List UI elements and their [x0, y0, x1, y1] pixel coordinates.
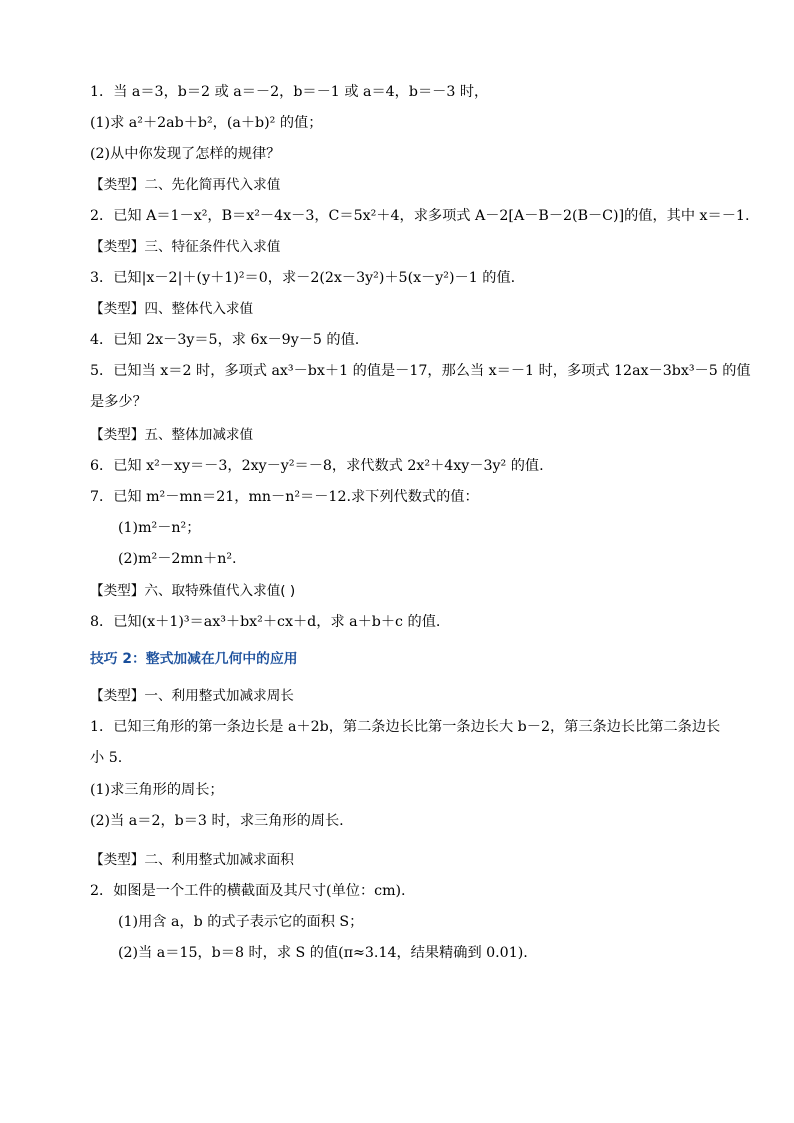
problem-7-line-1: 7．已知 m²－mn＝21，mn－n²＝－12.求下列代数式的值： — [90, 489, 479, 505]
problem-7-part-2: (2)m²－2mn＋n². — [118, 551, 237, 567]
geometry-problem-1-line-2: 小 5. — [90, 750, 123, 766]
problem-8: 8．已知(x＋1)³＝ax³＋bx²＋cx＋d，求 a＋b＋c 的值. — [90, 614, 441, 630]
geometry-problem-2-line-1: 2．如图是一个工件的横截面及其尺寸(单位：cm). — [90, 883, 406, 899]
geometry-type-heading-2: 【类型】二、利用整式加减求面积 — [90, 852, 294, 868]
type-heading-3: 【类型】三、特征条件代入求值 — [90, 239, 281, 255]
geometry-type-heading-1: 【类型】一、利用整式加减求周长 — [90, 688, 294, 704]
skill-2-heading: 技巧 2：整式加减在几何中的应用 — [90, 651, 298, 667]
problem-7-part-1: (1)m²－n²； — [118, 520, 201, 536]
problem-1-line-1: 1．当 a＝3，b＝2 或 a＝－2，b＝－1 或 a＝4，b＝－3 时， — [90, 84, 489, 100]
geometry-problem-1-line-1: 1．已知三角形的第一条边长是 a＋2b，第二条边长比第一条边长大 b－2，第三条边长比第二条边长 — [90, 719, 721, 735]
geometry-problem-1-part-2: (2)当 a＝2，b＝3 时，求三角形的周长. — [90, 813, 344, 829]
geometry-problem-1-part-1: (1)求三角形的周长； — [90, 782, 224, 798]
problem-1-part-1: (1)求 a²＋2ab＋b²，(a＋b)² 的值； — [90, 115, 323, 131]
problem-2: 2．已知 A＝1－x²，B＝x²－4x－3，C＝5x²＋4，求多项式 A－2[A－B－2(B－C)]的值，其中 x＝－1. — [90, 208, 750, 224]
problem-5-line-1: 5．已知当 x＝2 时，多项式 ax³－bx＋1 的值是－17，那么当 x＝－1 时，多项式 12ax－3bx³－5 的值 — [90, 363, 751, 379]
problem-3: 3．已知|x－2|＋(y＋1)²＝0，求－2(2x－3y²)＋5(x－y²)－1 的值. — [90, 270, 516, 286]
type-heading-5: 【类型】五、整体加减求值 — [90, 427, 254, 443]
type-heading-4: 【类型】四、整体代入求值 — [90, 301, 254, 317]
type-heading-6: 【类型】六、取特殊值代入求值( ) — [90, 583, 296, 599]
geometry-problem-2-part-2: (2)当 a＝15，b＝8 时，求 S 的值(π≈3.14，结果精确到 0.01). — [118, 945, 528, 961]
problem-6: 6．已知 x²－xy＝－3，2xy－y²＝－8，求代数式 2x²＋4xy－3y² 的值. — [90, 458, 544, 474]
problem-5-line-2: 是多少？ — [90, 394, 147, 410]
geometry-problem-2-part-1: (1)用含 a，b 的式子表示它的面积 S； — [118, 914, 364, 930]
problem-1-part-2: (2)从中你发现了怎样的规律？ — [90, 146, 281, 162]
type-heading-2: 【类型】二、先化简再代入求值 — [90, 177, 281, 193]
problem-4: 4．已知 2x－3y＝5，求 6x－9y－5 的值. — [90, 332, 360, 348]
